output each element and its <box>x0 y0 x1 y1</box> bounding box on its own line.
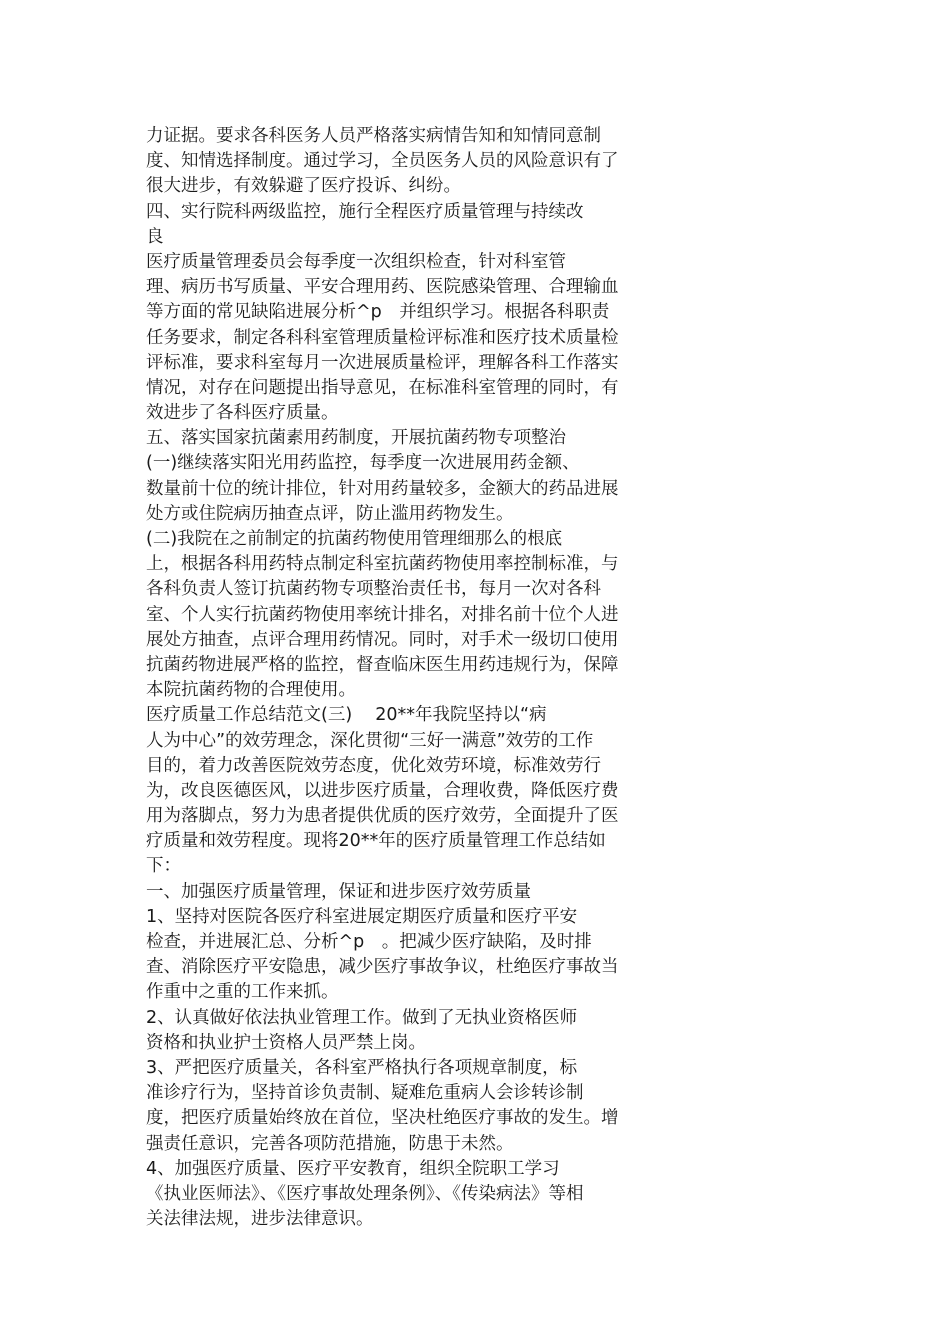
text-line: 力证据。要求各科医务人员严格落实病情告知和知情同意制 <box>146 126 601 146</box>
text-line: 效进步了各科医疗质量。 <box>146 403 339 424</box>
text-line: 下： <box>146 856 181 877</box>
text-line: 理、病历书写质量、平安合理用药、医院感染管理、合理输血 <box>146 277 619 298</box>
text-line: 4、加强医疗质量、医疗平安教育，组织全院职工学习 <box>146 1158 560 1179</box>
text-line: 检查，并进展汇总、分析^p 。把减少医疗缺陷，及时排 <box>146 932 592 952</box>
text-line: 上，根据各科用药特点制定科室抗菌药物使用率控制标准，与 <box>146 554 619 575</box>
text-line: 各科负责人签订抗菌药物专项整治责任书，每月一次对各科 <box>146 579 601 600</box>
document-body <box>146 124 676 1232</box>
text-line: 2、认真做好依法执业管理工作。做到了无执业资格医师 <box>146 1007 578 1028</box>
text-line: 本院抗菌药物的合理使用。 <box>146 680 356 701</box>
text-line: 度、知情选择制度。通过学习，全员医务人员的风险意识有了 <box>146 151 619 172</box>
text-line: 3、严把医疗质量关，各科室严格执行各项规章制度，标 <box>146 1057 578 1078</box>
text-line: 关法律法规，进步法律意识。 <box>146 1209 374 1230</box>
text-line: 用为落脚点，努力为患者提供优质的医疗效劳，全面提升了医 <box>146 806 619 827</box>
text-line: 五、落实国家抗菌素用药制度，开展抗菌药物专项整治 <box>146 428 566 449</box>
text-line: 四、实行院科两级监控，施行全程医疗质量管理与持续改 <box>146 201 584 222</box>
text-line: 资格和执业护士资格人员严禁上岗。 <box>146 1032 426 1053</box>
text-line: 情况，对存在问题提出指导意见，在标准科室管理的同时，有 <box>146 377 619 398</box>
text-line: 医疗质量工作总结范文(三) 20**年我院坚持以“病 <box>146 705 547 726</box>
text-line: 作重中之重的工作来抓。 <box>146 982 339 1003</box>
text-line: 很大进步，有效躲避了医疗投诉、纠纷。 <box>146 176 461 197</box>
text-line: 等方面的常见缺陷进展分析^p 并组织学习。根据各科职责 <box>146 302 610 323</box>
text-line: 室、个人实行抗菌药物使用率统计排名，对排名前十位个人进 <box>146 604 619 625</box>
text-line: 处方或住院病历抽查点评，防止滥用药物发生。 <box>146 503 514 524</box>
text-line: 查、消除医疗平安隐患，减少医疗事故争议，杜绝医疗事故当 <box>146 957 619 978</box>
text-line: 《执业医师法》、《医疗事故处理条例》、《传染病法》等相 <box>146 1183 584 1204</box>
text-line: 医疗质量管理委员会每季度一次组织检查，针对科室管 <box>146 251 566 272</box>
text-line: 良 <box>146 226 164 247</box>
text-line: 准诊疗行为，坚持首诊负责制、疑难危重病人会诊转诊制 <box>146 1083 584 1104</box>
text-line: 任务要求，制定各科科室管理质量检评标准和医疗技术质量检 <box>146 327 619 348</box>
text-line: 人为中心”的效劳理念，深化贯彻“三好一满意”效劳的工作 <box>146 730 594 751</box>
text-line: 强责任意识，完善各项防范措施，防患于未然。 <box>146 1133 514 1154</box>
text-line: 目的，着力改善医院效劳态度，优化效劳环境，标准效劳行 <box>146 755 601 776</box>
text-line: 度，把医疗质量始终放在首位，坚决杜绝医疗事故的发生。增 <box>146 1108 619 1129</box>
text-line: 1、坚持对医院各医疗科室进展定期医疗质量和医疗平安 <box>146 906 578 927</box>
text-line: 展处方抽查，点评合理用药情况。同时，对手术一级切口使用 <box>146 629 619 650</box>
text-line: 一、加强医疗质量管理，保证和进步医疗效劳质量 <box>146 881 531 902</box>
text-line: 数量前十位的统计排位，针对用药量较多，金额大的药品进展 <box>146 478 619 499</box>
text-line: (二)我院在之前制定的抗菌药物使用管理细那么的根底 <box>146 529 563 549</box>
text-line: 疗质量和效劳程度。现将20**年的医疗质量管理工作总结如 <box>146 831 606 852</box>
text-line: (一)继续落实阳光用药监控，每季度一次进展用药金额、 <box>146 453 580 474</box>
text-line: 评标准，要求科室每月一次进展质量检评，理解各科工作落实 <box>146 352 619 373</box>
text-line: 为，改良医德医风，以进步医疗质量，合理收费，降低医疗费 <box>146 780 619 801</box>
text-line: 抗菌药物进展严格的监控，督查临床医生用药违规行为，保障 <box>146 654 619 675</box>
